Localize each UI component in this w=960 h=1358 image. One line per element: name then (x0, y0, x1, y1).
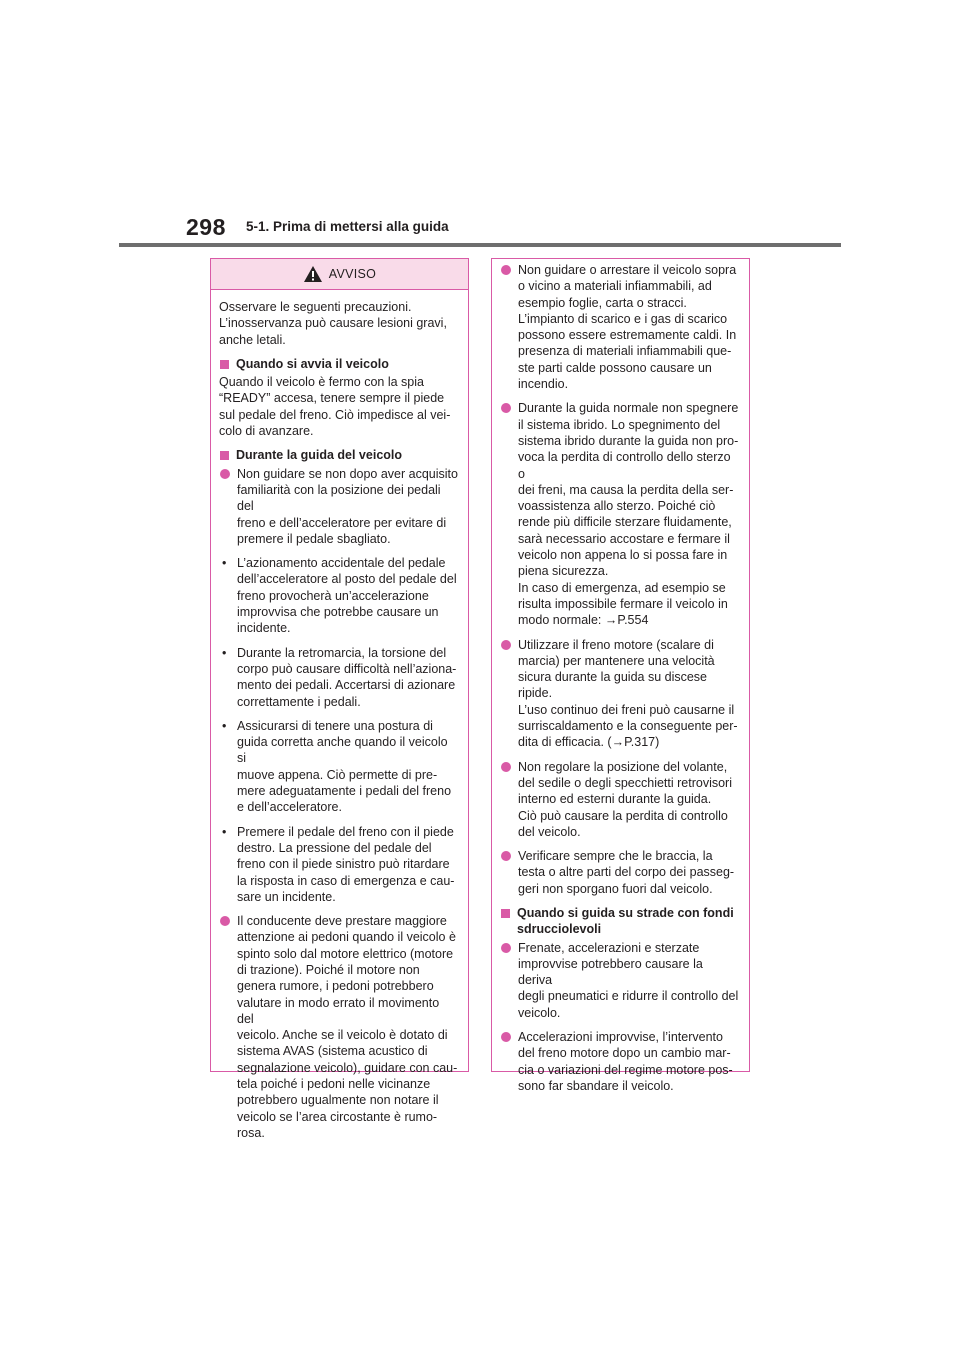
square-bullet-icon (220, 360, 229, 369)
circle-bullet-icon (501, 1032, 511, 1042)
warning-header (211, 259, 468, 290)
sub-list-item: • Durante la retromarcia, la torsione del corpo può causare difficoltà nell’aziona- mento dei pedali. Accertarsi di azionare correttamente i pedali. (219, 645, 458, 710)
list-item: Non guidare o arrestare il veicolo sopra o vicino a materiali infiammabili, ad esempio foglie, carta o stracci. L’impianto di scarico e i gas di scarico possono essere estremamente caldi. In presenza di materiali infiammabili que- ste parti calde possono causare un incendio. (500, 262, 739, 392)
section-title: 5-1. Prima di mettersi alla guida (246, 219, 449, 234)
circle-bullet-icon (220, 916, 230, 926)
circle-bullet-icon (501, 943, 511, 953)
circle-bullet-icon (501, 851, 511, 861)
warning-box-left (210, 258, 469, 1140)
header-divider (119, 243, 841, 247)
circle-bullet-icon (501, 265, 511, 275)
sub-list-item: • Assicurarsi di tenere una postura di guida corretta anche quando il veicolo si muove appena. Ciò permette di pre- mere adeguatamente i pedali del freno e dell’acceleratore. (219, 718, 458, 816)
list-item: Il conducente deve prestare maggiore attenzione ai pedoni quando il veicolo è spinto solo dal motore elettrico (motore di trazione). Poiché il motore non genera rumore, i pedoni potrebbero valutare in modo errato il movimento del veicolo. Anche se il veicolo è dotato di sistema AVAS (sistema acustico di segnalazione veicolo), guidare con cau- tela poiché i pedoni nelle vicinanze potrebbero ugualmente non notare il veicolo se l’area circostante è rumo- rosa. (219, 913, 458, 1141)
paragraph-ready-lamp: Quando il veicolo è fermo con la spia “READY” accesa, tenere sempre il piede sul pedale del freno. Ciò impedisce al vei- colo di avanzare. (219, 375, 451, 439)
list-item: Durante la guida normale non spegnere il sistema ibrido. Lo spegnimento del sistema ibrido durante la guida non pro- voca la perdita di controllo dello sterzo o dei freni, ma causa la perdita della ser- voassistenza allo sterzo. Poiché ciò rende più difficile sterzare fluidamente, sarà necessario accostare e fermare il veicolo non appena lo si possa fare in piena sicurezza. In caso di emergenza, ad esempio se risulta impossibile fermare il veicolo in modo normale: →P.554 (500, 400, 739, 628)
list-item: Verificare sempre che le braccia, la testa o altre parti del corpo dei passeg- geri non sporgano fuori dal veicolo. (500, 848, 739, 897)
small-bullet: • (222, 824, 227, 839)
square-bullet-icon (220, 451, 229, 460)
circle-bullet-icon (501, 403, 511, 413)
circle-bullet-icon (501, 640, 511, 650)
list-item: Accelerazioni improvvise, l’intervento del freno motore dopo un cambio mar- cia o variazioni del regime motore pos- sono far sbandare il veicolo. (500, 1029, 739, 1094)
page-number: 298 (186, 214, 226, 240)
square-bullet-icon (501, 909, 510, 918)
warning-triangle-icon (303, 265, 323, 283)
warning-content-left (211, 290, 468, 1141)
sub-list-item: • L’azionamento accidentale del pedale dell’acceleratore al posto del pedale del freno provocherà un’accelerazione improvvisa che potrebbe causare un incidente. (219, 555, 458, 636)
small-bullet: • (222, 718, 227, 733)
small-bullet: • (222, 645, 227, 660)
warning-intro: Osservare le seguenti precauzioni. L’inosservanza può causare lesioni gravi, anche letali. (219, 300, 447, 347)
circle-bullet-icon (220, 469, 230, 479)
subheading-slippery-roads: Quando si guida su strade con fondi sdrucciolevoli (500, 905, 739, 938)
warning-box-right (491, 258, 750, 1093)
list-item: Frenate, accelerazioni e sterzate improvvise potrebbero causare la deriva degli pneumatici e ridurre il controllo del veicolo. (500, 940, 739, 1021)
sub-list-item: • Premere il pedale del freno con il piede destro. La pressione del pedale del freno con il piede sinistro può ritardare la risposta in caso di emergenza e cau- sare un incidente. (219, 824, 458, 905)
subheading-starting: Quando si avvia il veicolo (219, 356, 458, 372)
warning-content-right (492, 259, 749, 1094)
warning-title: AVVISO (328, 267, 377, 281)
list-item: Non guidare se non dopo aver acquisito familiarità con la posizione dei pedali del freno e dell’acceleratore per evitare di premere il pedale sbagliato. (219, 466, 458, 547)
list-item: Utilizzare il freno motore (scalare di marcia) per mantenere una velocità sicura durante la guida su discese ripide. L’uso continuo dei freni può causarne il surriscaldamento e la conseguente per- dita di efficacia. (→P.317) (500, 637, 739, 751)
list-item: Non regolare la posizione del volante, del sedile o degli specchietti retrovisori interno ed esterni durante la guida. Ciò può causare la perdita di controllo del veicolo. (500, 759, 739, 840)
subheading-driving: Durante la guida del veicolo (219, 447, 458, 463)
small-bullet: • (222, 556, 227, 571)
circle-bullet-icon (501, 762, 511, 772)
